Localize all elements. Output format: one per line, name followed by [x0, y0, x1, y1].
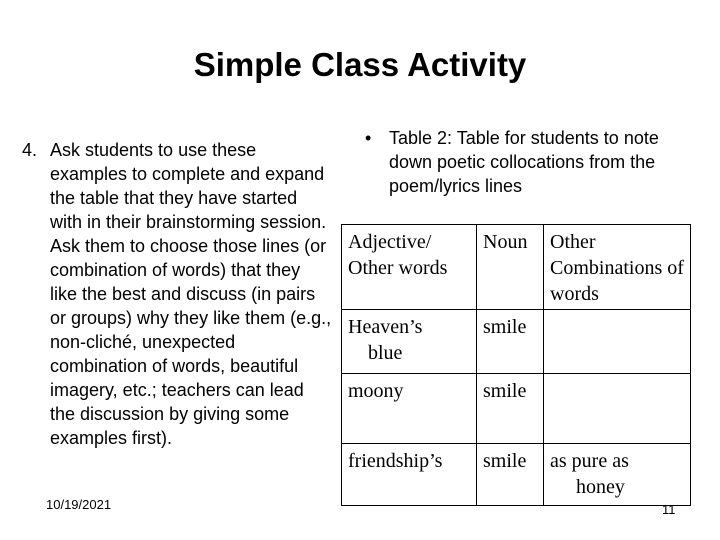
cell-adjective-line2: blue — [368, 342, 403, 364]
collocation-table — [341, 224, 691, 506]
cell-noun: smile — [477, 310, 544, 374]
cell-noun: smile — [477, 374, 544, 444]
header-adjective: Adjective/ Other words — [342, 225, 477, 310]
table-caption-bullet — [365, 126, 695, 198]
header-noun: Noun — [477, 225, 544, 310]
cell-other — [544, 310, 691, 374]
cell-adjective-line1: moony — [348, 380, 404, 402]
cell-adjective-line1: Heaven’s — [348, 316, 423, 338]
slide-number: 11 — [662, 502, 676, 517]
cell-other-line2: honey — [576, 476, 625, 498]
cell-noun: smile — [477, 444, 544, 506]
instruction-text: Ask students to use these examples to complete and expand the table that they have started with in their brainstorming session. Ask them to choose those lines (or combination of words) that they like the best and discuss (in pairs or groups) why they like them (e.g., non-cliché, unexpected combination of words, beautiful imagery, etc.; teachers can lead the discussion by giving some examples first). — [50, 140, 332, 448]
cell-other — [544, 374, 691, 444]
cell-adjective — [342, 374, 477, 444]
header-other: Other Combinations of words — [544, 225, 691, 310]
table-caption-text: Table 2: Table for students to note down poetic collocations from the poem/lyrics lines — [389, 128, 659, 196]
bullet-icon: • — [365, 128, 372, 148]
cell-other — [544, 444, 691, 506]
table-row — [342, 444, 691, 506]
cell-adjective — [342, 444, 477, 506]
table-header-row — [342, 225, 691, 310]
cell-other-line1: as pure as — [550, 450, 629, 472]
table-row — [342, 374, 691, 444]
cell-adjective-line1: friendship’s — [348, 450, 443, 472]
slide-title: Simple Class Activity — [193, 46, 527, 83]
instruction-number: 4. — [22, 140, 38, 160]
cell-adjective — [342, 310, 477, 374]
table-row — [342, 310, 691, 374]
footer-date: 10/19/2021 — [46, 497, 112, 512]
instruction-item — [22, 138, 332, 450]
